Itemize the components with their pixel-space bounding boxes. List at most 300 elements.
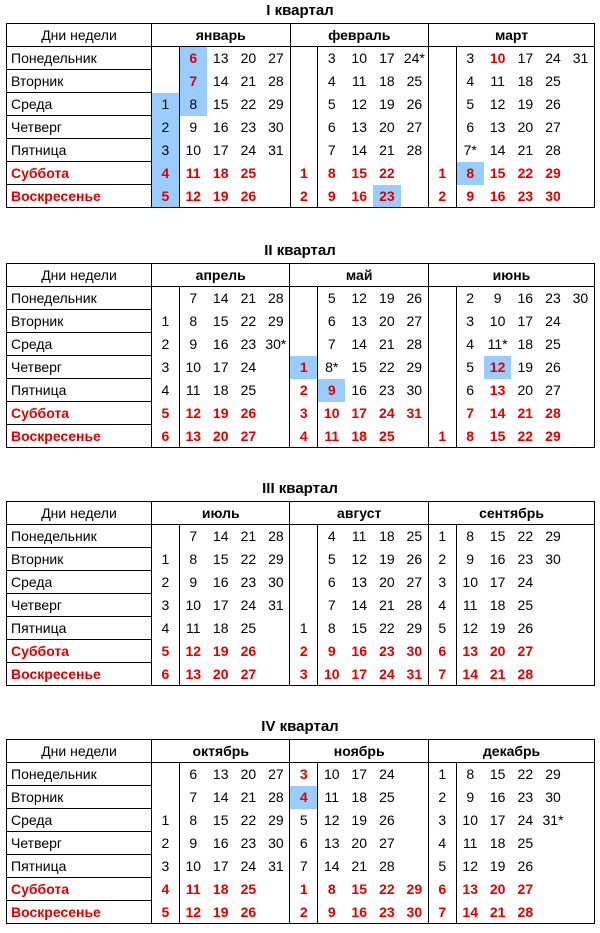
date-cell: 17 bbox=[489, 812, 506, 828]
date-cell: 8 bbox=[189, 313, 198, 329]
date-cell: 5 bbox=[152, 901, 180, 924]
weekday-row bbox=[7, 185, 595, 208]
weekday-label: Понедельник bbox=[7, 763, 152, 786]
date-cell: 27 bbox=[517, 643, 534, 659]
date-cell bbox=[567, 139, 595, 162]
weekday-header: Дни недели bbox=[7, 264, 152, 287]
date-cell: 14 bbox=[489, 142, 506, 158]
date-cell bbox=[567, 548, 595, 571]
date-cell: 31 bbox=[401, 663, 429, 686]
date-cell: 25 bbox=[240, 165, 257, 181]
date-cell: 10 bbox=[185, 858, 202, 874]
date-cell: 31 bbox=[262, 855, 290, 878]
date-cell: 20 bbox=[207, 425, 235, 448]
date-cell: 25 bbox=[240, 881, 257, 897]
date-cell: 26 bbox=[545, 359, 561, 375]
date-cell: 8 bbox=[179, 93, 207, 116]
date-cell: 22 bbox=[511, 425, 539, 448]
date-cell: 14 bbox=[456, 901, 484, 924]
date-cell: 16 bbox=[489, 789, 506, 805]
weekday-header: Дни недели bbox=[7, 502, 152, 525]
weekday-row bbox=[7, 901, 595, 924]
weekday-row bbox=[7, 640, 595, 663]
date-cell bbox=[567, 402, 595, 425]
date-cell: 1 bbox=[152, 93, 180, 116]
date-cell: 6 bbox=[466, 119, 475, 135]
date-cell bbox=[567, 786, 595, 809]
date-cell bbox=[539, 640, 567, 663]
weekday-row bbox=[7, 763, 595, 786]
date-cell bbox=[262, 356, 290, 379]
date-cell: 3 bbox=[152, 139, 180, 162]
date-cell: 7 bbox=[428, 663, 456, 686]
date-cell bbox=[428, 287, 456, 310]
date-cell: 25 bbox=[373, 425, 401, 448]
date-cell: 17 bbox=[212, 359, 229, 375]
date-cell: 1 bbox=[290, 356, 318, 379]
date-cell: 6 bbox=[428, 878, 456, 901]
date-cell bbox=[428, 310, 456, 333]
date-cell: 7 bbox=[327, 597, 336, 613]
date-cell: 19 bbox=[207, 185, 235, 208]
date-cell: 15 bbox=[351, 620, 367, 636]
date-cell: 3 bbox=[428, 571, 456, 594]
date-cell: 27 bbox=[401, 310, 429, 333]
date-cell: 26 bbox=[235, 901, 263, 924]
date-cell: 3 bbox=[428, 809, 456, 832]
date-cell: 19 bbox=[212, 405, 229, 421]
date-cell: 5 bbox=[428, 855, 456, 878]
date-cell: 9 bbox=[318, 185, 346, 208]
date-cell: 3 bbox=[318, 47, 346, 70]
date-cell: 11 bbox=[186, 382, 201, 398]
date-cell: 21 bbox=[235, 525, 263, 548]
date-cell: 11 bbox=[185, 165, 201, 181]
date-cell: 23 bbox=[539, 287, 567, 310]
date-cell: 18 bbox=[345, 425, 373, 448]
date-cell bbox=[152, 287, 180, 310]
date-cell: 12 bbox=[185, 643, 202, 659]
weekday-row bbox=[7, 594, 595, 617]
date-cell: 28 bbox=[401, 594, 429, 617]
date-cell: 25 bbox=[545, 336, 561, 352]
date-cell: 1 bbox=[290, 878, 318, 901]
date-cell: 14 bbox=[351, 142, 367, 158]
date-cell: 27 bbox=[235, 663, 263, 686]
date-cell: 28 bbox=[262, 786, 290, 809]
month-header: май bbox=[290, 264, 428, 287]
date-cell: 11 bbox=[345, 525, 373, 548]
weekday-row bbox=[7, 786, 595, 809]
weekday-header: Дни недели bbox=[7, 24, 152, 47]
weekday-row bbox=[7, 310, 595, 333]
date-cell: 15 bbox=[212, 313, 229, 329]
month-header: июнь bbox=[428, 264, 594, 287]
date-cell: 20 bbox=[351, 835, 367, 851]
date-cell bbox=[539, 878, 567, 901]
quarter-1 bbox=[0, 0, 600, 204]
date-cell: 22 bbox=[511, 525, 539, 548]
date-cell: 26 bbox=[401, 287, 429, 310]
date-cell: 8 bbox=[327, 165, 336, 181]
date-cell: 25 bbox=[379, 789, 395, 805]
date-cell bbox=[567, 162, 595, 185]
date-cell: 9 bbox=[466, 551, 475, 567]
date-cell: 29 bbox=[262, 93, 290, 116]
date-cell: 21 bbox=[517, 142, 534, 158]
date-cell: 23 bbox=[379, 382, 395, 398]
date-cell: 2 bbox=[152, 571, 180, 594]
date-cell: 12 bbox=[351, 551, 367, 567]
date-cell: 24 bbox=[240, 597, 257, 613]
date-cell: 4 bbox=[327, 73, 336, 89]
date-cell: 24 bbox=[240, 142, 257, 158]
date-cell: 16 bbox=[212, 119, 229, 135]
date-cell bbox=[262, 185, 290, 208]
date-cell: 16 bbox=[351, 382, 367, 398]
date-cell: 21 bbox=[484, 901, 512, 924]
date-cell: 17 bbox=[212, 142, 229, 158]
date-cell bbox=[567, 763, 595, 786]
date-cell bbox=[539, 594, 567, 617]
date-cell: 14 bbox=[207, 287, 235, 310]
date-cell bbox=[401, 786, 429, 809]
date-cell bbox=[401, 425, 429, 448]
date-cell: 6 bbox=[327, 574, 336, 590]
date-cell: 10 bbox=[345, 47, 373, 70]
weekday-row bbox=[7, 809, 595, 832]
date-cell: 18 bbox=[517, 336, 534, 352]
date-cell bbox=[567, 70, 595, 93]
date-cell bbox=[539, 855, 567, 878]
date-cell: 26 bbox=[401, 548, 429, 571]
date-cell: 13 bbox=[462, 881, 478, 897]
date-cell: 10 bbox=[489, 313, 506, 329]
weekday-label: Вторник bbox=[7, 786, 152, 809]
date-cell: 16 bbox=[212, 835, 229, 851]
date-cell bbox=[290, 571, 318, 594]
date-cell: 14 bbox=[489, 405, 506, 421]
date-cell: 4 bbox=[290, 786, 318, 809]
date-cell: 20 bbox=[379, 119, 395, 135]
date-cell bbox=[262, 162, 290, 185]
date-cell bbox=[401, 832, 429, 855]
date-cell: 3 bbox=[152, 855, 180, 878]
date-cell: 21 bbox=[379, 597, 395, 613]
date-cell: 2 bbox=[290, 379, 318, 402]
date-cell bbox=[428, 47, 456, 70]
date-cell: 26 bbox=[240, 405, 257, 421]
date-cell: 22 bbox=[240, 812, 257, 828]
date-cell: 18 bbox=[489, 597, 506, 613]
date-cell: 18 bbox=[212, 382, 229, 398]
date-cell: 17 bbox=[351, 405, 367, 421]
weekday-label: Понедельник bbox=[7, 287, 152, 310]
date-cell: 29 bbox=[262, 310, 290, 333]
date-cell bbox=[428, 139, 456, 162]
date-cell bbox=[152, 47, 180, 70]
weekday-label: Понедельник bbox=[7, 525, 152, 548]
date-cell: 8 bbox=[456, 162, 484, 185]
date-cell: 27 bbox=[545, 119, 561, 135]
weekday-label: Вторник bbox=[7, 548, 152, 571]
date-cell bbox=[428, 93, 456, 116]
date-cell: 13 bbox=[207, 47, 235, 70]
weekday-row bbox=[7, 333, 595, 356]
weekday-label: Среда bbox=[7, 809, 152, 832]
date-cell: 2 bbox=[428, 786, 456, 809]
date-cell: 1 bbox=[290, 162, 318, 185]
date-cell: 15 bbox=[351, 359, 367, 375]
date-cell: 23 bbox=[373, 185, 401, 208]
date-cell bbox=[152, 786, 180, 809]
date-cell: 20 bbox=[379, 574, 395, 590]
date-cell bbox=[428, 333, 456, 356]
date-cell: 25 bbox=[545, 73, 561, 89]
date-cell: 18 bbox=[373, 525, 401, 548]
date-cell: 13 bbox=[351, 119, 367, 135]
date-cell bbox=[290, 93, 318, 116]
date-cell: 30 bbox=[262, 832, 290, 855]
date-cell: 16 bbox=[212, 336, 229, 352]
date-cell: 21 bbox=[351, 858, 367, 874]
date-cell: 17 bbox=[512, 47, 540, 70]
date-cell bbox=[539, 571, 567, 594]
weekday-label: Четверг bbox=[7, 116, 152, 139]
date-cell: 12 bbox=[179, 901, 207, 924]
month-header: январь bbox=[152, 24, 291, 47]
date-cell bbox=[290, 139, 318, 162]
weekday-label: Среда bbox=[7, 333, 152, 356]
weekday-label: Среда bbox=[7, 93, 152, 116]
date-cell bbox=[539, 617, 567, 640]
date-cell: 10 bbox=[185, 142, 202, 158]
date-cell bbox=[262, 402, 290, 425]
weekday-row bbox=[7, 93, 595, 116]
date-cell: 9 bbox=[189, 119, 198, 135]
date-cell bbox=[567, 185, 595, 208]
date-cell: 26 bbox=[379, 812, 395, 828]
date-cell bbox=[567, 663, 595, 686]
date-cell: 26 bbox=[517, 858, 534, 874]
date-cell: 25 bbox=[240, 382, 257, 398]
date-cell: 11 bbox=[324, 789, 340, 805]
date-cell: 20 bbox=[235, 47, 263, 70]
date-cell: 24 bbox=[373, 663, 401, 686]
header-row bbox=[7, 740, 595, 763]
date-cell bbox=[567, 855, 595, 878]
date-cell: 27 bbox=[379, 835, 395, 851]
date-cell: 11 bbox=[462, 597, 478, 613]
date-cell: 18 bbox=[489, 835, 506, 851]
weekday-row bbox=[7, 525, 595, 548]
weekday-label: Четверг bbox=[7, 594, 152, 617]
weekday-row bbox=[7, 139, 595, 162]
date-cell bbox=[567, 571, 595, 594]
date-cell: 14 bbox=[351, 336, 367, 352]
date-cell: 19 bbox=[379, 96, 395, 112]
date-cell: 15 bbox=[212, 812, 229, 828]
weekday-label: Пятница bbox=[7, 855, 152, 878]
weekday-row bbox=[7, 663, 595, 686]
calendar-table bbox=[6, 263, 595, 448]
date-cell: 3 bbox=[466, 313, 475, 329]
date-cell: 20 bbox=[517, 382, 534, 398]
date-cell: 16 bbox=[489, 551, 506, 567]
date-cell: 18 bbox=[212, 881, 229, 897]
calendar-table bbox=[6, 739, 595, 924]
date-cell: 19 bbox=[212, 643, 229, 659]
date-cell: 31 bbox=[262, 594, 290, 617]
weekday-row bbox=[7, 855, 595, 878]
weekday-label: Пятница bbox=[7, 379, 152, 402]
date-cell: 8 bbox=[456, 763, 484, 786]
date-cell: 30* bbox=[262, 333, 290, 356]
date-cell bbox=[567, 356, 595, 379]
weekday-label: Пятница bbox=[7, 617, 152, 640]
date-cell: 24 bbox=[545, 313, 561, 329]
month-header: февраль bbox=[290, 24, 428, 47]
date-cell: 5 bbox=[152, 185, 180, 208]
date-cell: 2 bbox=[290, 185, 318, 208]
weekday-row bbox=[7, 70, 595, 93]
date-cell bbox=[262, 878, 290, 901]
date-cell bbox=[567, 525, 595, 548]
date-cell: 29 bbox=[539, 425, 567, 448]
date-cell: 24 bbox=[517, 812, 534, 828]
date-cell: 29 bbox=[262, 809, 290, 832]
date-cell: 23 bbox=[517, 551, 534, 567]
date-cell: 21 bbox=[484, 663, 512, 686]
date-cell: 29 bbox=[262, 548, 290, 571]
date-cell: 17 bbox=[373, 47, 401, 70]
weekday-row bbox=[7, 116, 595, 139]
weekday-label: Пятница bbox=[7, 139, 152, 162]
date-cell bbox=[567, 878, 595, 901]
date-cell: 2 bbox=[456, 287, 484, 310]
date-cell: 4 bbox=[428, 832, 456, 855]
date-cell bbox=[567, 640, 595, 663]
quarter-title: I квартал bbox=[266, 2, 334, 19]
date-cell: 29 bbox=[401, 356, 429, 379]
date-cell: 28 bbox=[262, 70, 290, 93]
date-cell bbox=[567, 310, 595, 333]
weekday-label: Суббота bbox=[7, 878, 152, 901]
date-cell: 13 bbox=[351, 574, 367, 590]
date-cell: 22 bbox=[379, 620, 395, 636]
date-cell: 5 bbox=[466, 96, 475, 112]
date-cell: 9 bbox=[189, 574, 198, 590]
calendar-table bbox=[6, 23, 595, 208]
date-cell: 2 bbox=[428, 548, 456, 571]
date-cell: 14 bbox=[212, 789, 229, 805]
date-cell bbox=[567, 832, 595, 855]
date-cell: 19 bbox=[373, 287, 401, 310]
date-cell bbox=[428, 116, 456, 139]
date-cell: 11 bbox=[490, 73, 505, 89]
date-cell bbox=[290, 333, 318, 356]
date-cell: 5 bbox=[152, 402, 180, 425]
date-cell: 28 bbox=[545, 142, 561, 158]
date-cell: 1 bbox=[290, 617, 318, 640]
date-cell: 6 bbox=[327, 313, 336, 329]
date-cell: 19 bbox=[517, 359, 534, 375]
date-cell: 3 bbox=[456, 47, 484, 70]
date-cell: 3 bbox=[152, 356, 180, 379]
date-cell: 18 bbox=[212, 620, 229, 636]
header-row bbox=[7, 24, 595, 47]
date-cell: 3 bbox=[290, 663, 318, 686]
date-cell: 22 bbox=[379, 881, 395, 897]
weekday-label: Вторник bbox=[7, 70, 152, 93]
date-cell: 21 bbox=[379, 142, 395, 158]
date-cell: 12 bbox=[323, 812, 340, 828]
date-cell: 19 bbox=[517, 96, 534, 112]
weekday-row bbox=[7, 47, 595, 70]
date-cell bbox=[567, 93, 595, 116]
date-cell: 10 bbox=[318, 763, 346, 786]
date-cell: 30 bbox=[545, 789, 561, 805]
date-cell: 8 bbox=[327, 620, 336, 636]
date-cell: 3 bbox=[290, 402, 318, 425]
date-cell: 20 bbox=[207, 663, 235, 686]
date-cell bbox=[428, 356, 456, 379]
weekday-row bbox=[7, 617, 595, 640]
date-cell: 11 bbox=[185, 881, 201, 897]
date-cell bbox=[262, 663, 290, 686]
date-cell: 2 bbox=[290, 901, 318, 924]
date-cell: 1 bbox=[428, 162, 456, 185]
date-cell: 13 bbox=[179, 663, 207, 686]
date-cell bbox=[401, 763, 429, 786]
month-header: июль bbox=[152, 502, 290, 525]
date-cell bbox=[539, 663, 567, 686]
date-cell bbox=[539, 901, 567, 924]
quarter-2 bbox=[0, 240, 600, 444]
date-cell: 28 bbox=[545, 405, 561, 421]
date-cell bbox=[401, 855, 429, 878]
date-cell: 18 bbox=[517, 73, 534, 89]
date-cell bbox=[567, 617, 595, 640]
date-cell: 19 bbox=[489, 858, 506, 874]
date-cell: 22 bbox=[517, 165, 534, 181]
date-cell: 20 bbox=[379, 313, 395, 329]
date-cell: 25 bbox=[401, 70, 429, 93]
date-cell: 13 bbox=[489, 382, 506, 398]
month-header: декабрь bbox=[428, 740, 594, 763]
date-cell bbox=[401, 162, 429, 185]
date-cell: 21 bbox=[379, 336, 395, 352]
month-header: апрель bbox=[152, 264, 290, 287]
date-cell: 4 bbox=[152, 379, 180, 402]
date-cell: 24 bbox=[539, 47, 567, 70]
date-cell: 3 bbox=[290, 763, 318, 786]
date-cell: 24 bbox=[240, 359, 257, 375]
date-cell: 9 bbox=[318, 379, 346, 402]
date-cell bbox=[290, 548, 318, 571]
date-cell: 22 bbox=[512, 763, 540, 786]
date-cell: 24 bbox=[373, 763, 401, 786]
date-cell: 18 bbox=[379, 73, 395, 89]
date-cell: 15 bbox=[484, 425, 512, 448]
date-cell: 15 bbox=[212, 96, 229, 112]
date-cell: 29 bbox=[545, 165, 561, 181]
date-cell: 4 bbox=[318, 525, 346, 548]
date-cell bbox=[428, 379, 456, 402]
date-cell: 22 bbox=[240, 313, 257, 329]
date-cell: 14 bbox=[207, 525, 235, 548]
date-cell: 5 bbox=[152, 640, 180, 663]
